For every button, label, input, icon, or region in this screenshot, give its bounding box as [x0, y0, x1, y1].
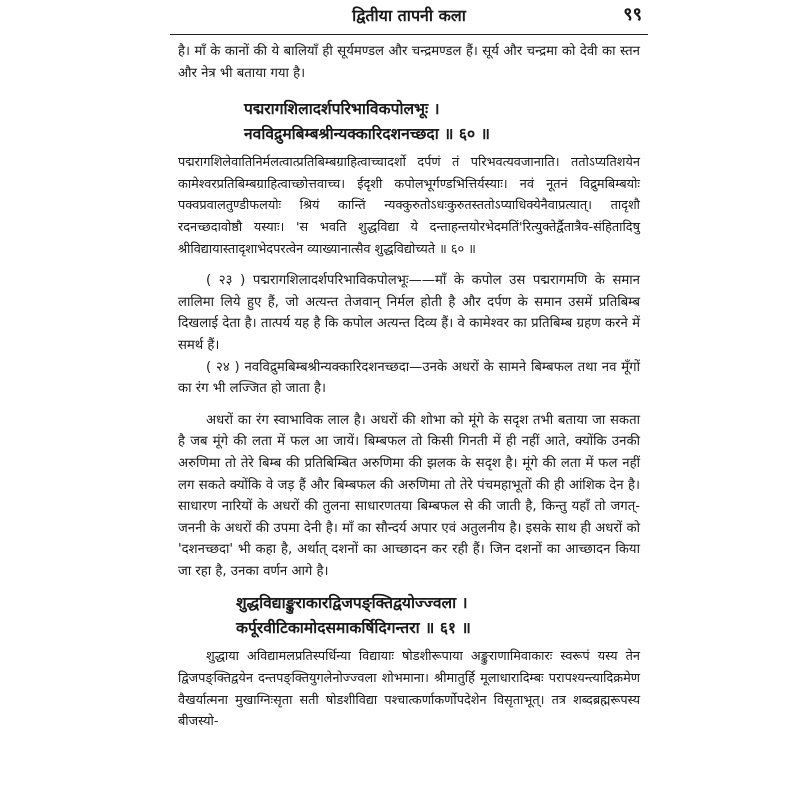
verse-61-line-2: कर्पूरवीटिकामोदसमाकर्षिदिगन्तरा ॥ ६१ ॥	[236, 618, 471, 638]
gloss-24	[178, 357, 640, 400]
gloss-24-term: नवविद्रुमबिम्बश्रीन्यक्कारिदशनच्छदा	[244, 359, 410, 375]
intro-paragraph: है। माँ के कानों की ये बालियाँ ही सूर्यमण्डल और चन्द्रमण्डल हैं। सूर्य और चन्द्रमा को देवी का स्तन और नेत्र भी बताया गया है।	[178, 44, 640, 81]
gloss-23-number: ( २३ )	[206, 273, 246, 289]
verse-60-line-2: नवविद्रुमबिम्बश्रीन्यक्कारिदशनच्छदा ॥ ६० ॥	[244, 124, 490, 144]
gloss-23	[178, 270, 640, 356]
chapter-title: द्वितीया तापनी कला	[352, 6, 466, 25]
gloss-24-text: —उनके अधरों के सामने बिम्बफल तथा नव मूँगों का रंग भी लज्जित हो जाता है।	[178, 359, 640, 397]
explanation-paragraph: अधरों का रंग स्वाभाविक लाल है। अधरों की शोभा को मूंगे के सदृश तभी बताया जा सकता है जब मूंगे की लता में फल आ जायें। बिम्बफल तो किसी गिनती में ही नहीं आते, क्योंकि उनकी अरुणिमा तो तेरे बिम्ब की प्रतिबिम्बित अरुणिमा की झलक के सदृश है। मूंगे की लता में फल नहीं लग सकते क्योंकि वे जड़ हैं और बिम्बफल की अरुणिमा तो तेरे पंचमहाभूतों की ही आंशिक देन है। साधारण नारियों के अधरों की तुलना साधारणतया बिम्बफल से की जाती है, किन्तु यहाँ तो जगत्-जननी के अधरों की उपमा देनी है। माँ का सौन्दर्य अपार एवं अतुलनीय है। इसके साथ ही अधरों को 'दशनच्छदा' भी कहा है, अर्थात् दशनों का आच्छादन कर रही हैं। जिन दशनों का आच्छादन किया जा रहा है, उनका वर्णन आगे है।	[178, 412, 640, 579]
verse-61-line-1: शुद्धविद्याङ्कुराकारद्विजपङ्क्तिद्वयोज्ज्वला ।	[236, 593, 468, 613]
page-header	[170, 0, 648, 35]
gloss-23-term: पद्मरागशिलादर्शपरिभाविकपोलभूः	[252, 273, 409, 289]
gloss-23-text: ——माँ के कपोल उस पद्मरागमणि के समान लालिमा लिये हुए हैं, जो अत्यन्त तेजवान् निर्मल होती है और दर्पण के समान उसमें प्रतिबिम्ब दिखलाई देता है। तात्पर्य यह है कि कपोल अत्यन्त दिव्य हैं। वे कामेश्वर का प्रतिबिम्ब ग्रहण करने में समर्थ हैं।	[178, 273, 640, 353]
sanskrit-commentary-61: शुद्धाया अविद्यामलप्रतिस्पर्धिन्या विद्यायाः षोडशीरूपाया अङ्कुराणामिवाकारः स्वरूपं यस्य तेन द्विजपङ्क्तिद्वयेन दन्तपङ्क्तियुगलेनोज्ज्वला शोभमाना। श्रीमातुर्हि मूलाधारादिम्बः परापश्यन्त्यादिक्रमेण वैखर्यात्मना मुखाग्निःसृता सती षोडशीविद्या पश्चात्कर्णाकर्णोपदेशेन विसृताभूत्। तत्र शब्दब्रह्मरूपस्य बीजस्यो-	[178, 649, 640, 730]
sanskrit-commentary-60: पद्मरागशिलेवातिनिर्मलत्वात्प्रतिबिम्बग्राहित्वाच्चादर्शो दर्पणं तं परिभवत्यवजानाति। ततोऽप्यतिशयेन कामेश्वरप्रतिबिम्बग्राहित्वाच्छोत्तवाच्च। ईदृशी कपोलभूर्गण्डभित्तिर्यस्याः। नवं नूतनं विद्रुमबिम्बयोः पक्वप्रवालतुण्डीफलयोः श्रियं कान्तिं न्यक्कुरुतोऽधःकुरुतस्ततोऽप्याधिक्येनैवाप्रत्यात्। तादृशौ रदनच्छदावोष्ठौ यस्याः। 'स भवति शुद्धविद्या ये दन्ताहन्तयोरभेदमतिं'रित्युक्तेर्द्वैतात्रैव-संहितादिषु श्रीविद्यायास्तादृशाभेदपरत्वेन व्याख्यानात्सैव शुद्धविद्योच्यते ॥ ६० ॥	[178, 155, 640, 257]
gloss-24-number: ( २४ )	[206, 359, 240, 375]
page-number: ९९	[623, 4, 642, 25]
verse-61	[178, 590, 640, 640]
verse-60-line-1: पद्मरागशिलादर्शपरिभाविकपोलभूः ।	[244, 99, 440, 119]
verse-60	[178, 96, 640, 146]
